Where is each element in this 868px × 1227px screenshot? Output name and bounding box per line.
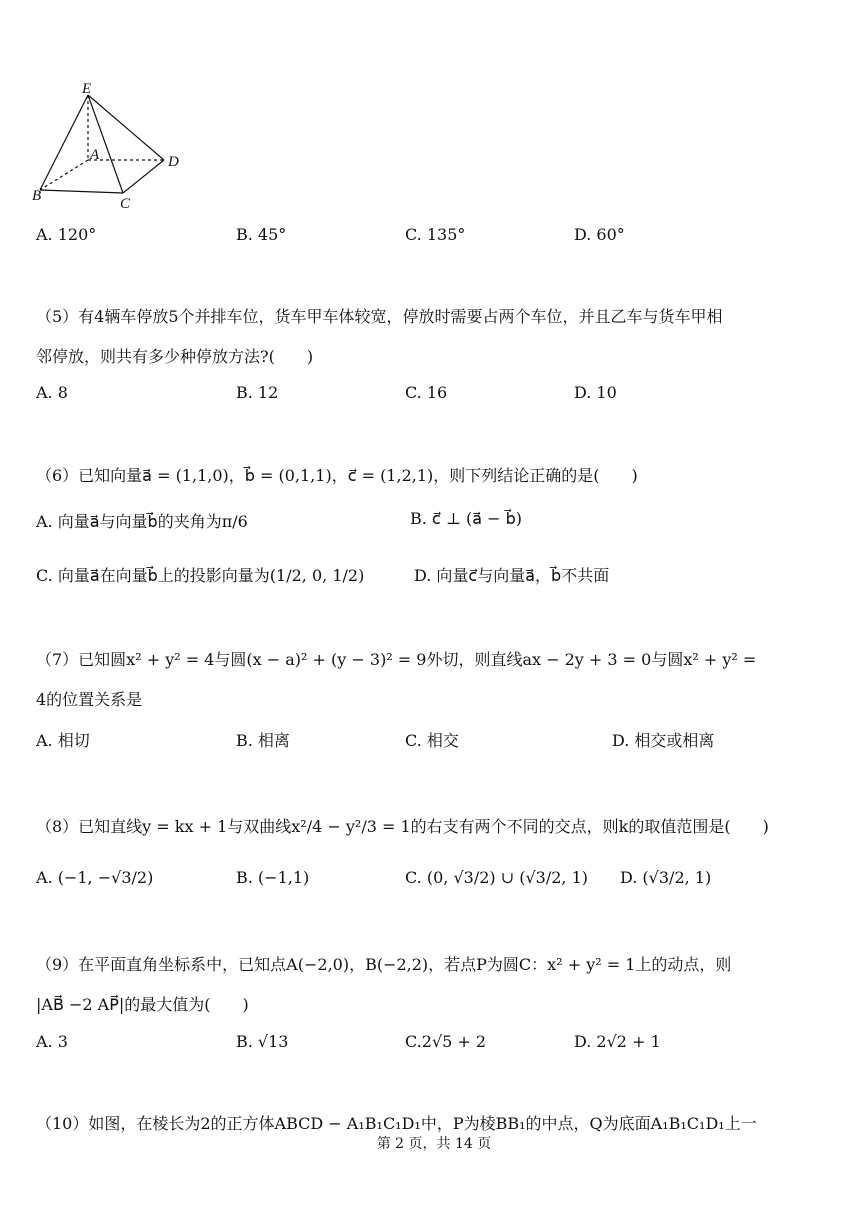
q7-option-c: C. 相交: [405, 731, 459, 750]
q5-stem-line2: 邻停放，则共有多少种停放方法?( ): [36, 347, 314, 366]
q9-option-d: D. 2√2 + 1: [574, 1032, 661, 1051]
q6-option-c: C. 向量a⃗在向量b⃗上的投影向量为(1/2, 0, 1/2): [36, 566, 365, 585]
label-e: E: [82, 81, 92, 97]
q6-option-d: D. 向量c⃗与向量a⃗，b⃗不共面: [414, 566, 610, 585]
q4-option-a: A. 120°: [36, 225, 97, 244]
label-c: C: [120, 196, 131, 212]
q9-option-c: C.2√5 + 2: [405, 1032, 487, 1051]
label-d: D: [168, 154, 179, 170]
q9-stem-line1: （9）在平面直角坐标系中，已知点A(−2,0)，B(−2,2)，若点P为圆C：x² + y² = 1上的动点，则: [36, 955, 732, 974]
q8-option-d: D. (√3/2, 1): [620, 868, 712, 887]
q4-option-d: D. 60°: [574, 225, 625, 244]
pyramid-figure: [28, 80, 198, 215]
label-a: A: [90, 147, 100, 163]
q9-option-b: B. √13: [236, 1032, 289, 1051]
q6-option-b: B. c⃗ ⊥ (a⃗ − b⃗): [410, 509, 522, 528]
q7-option-b: B. 相离: [236, 731, 290, 750]
page-footer: 第 2 页，共 14 页: [376, 1136, 492, 1152]
q4-option-c: C. 135°: [405, 225, 466, 244]
q5-option-a: A. 8: [36, 383, 68, 402]
q5-stem-line1: （5）有4辆车停放5个并排车位，货车甲车体较宽，停放时需要占两个车位，并且乙车与货车甲相: [36, 307, 723, 326]
q9-option-a: A. 3: [36, 1032, 68, 1051]
q9-stem-line2: |AB⃗ −2 AP⃗|的最大值为( ): [36, 995, 249, 1014]
q8-option-b: B. (−1,1): [236, 868, 310, 887]
q5-option-b: B. 12: [236, 383, 279, 402]
q7-option-d: D. 相交或相离: [612, 731, 715, 750]
q7-option-a: A. 相切: [36, 731, 90, 750]
label-b: B: [32, 188, 42, 204]
q10-stem-line1: （10）如图，在棱长为2的正方体ABCD − A₁B₁C₁D₁中，P为棱BB₁的中点，Q为底面A₁B₁C₁D₁上一: [36, 1114, 757, 1133]
q4-option-b: B. 45°: [236, 225, 287, 244]
q7-stem-line1: （7）已知圆x² + y² = 4与圆(x − a)² + (y − 3)² = 9外切，则直线ax − 2y + 3 = 0与圆x² + y² =: [36, 650, 757, 669]
q5-option-c: C. 16: [405, 383, 448, 402]
q8-option-c: C. (0, √3/2) ∪ (√3/2, 1): [405, 868, 588, 887]
q5-option-d: D. 10: [574, 383, 617, 402]
q8-stem-line1: （8）已知直线y = kx + 1与双曲线x²/4 − y²/3 = 1的右支有两个不同的交点，则k的取值范围是( ): [36, 817, 769, 836]
q6-option-a: A. 向量a⃗与向量b⃗的夹角为π/6: [36, 512, 248, 531]
q6-stem-line1: （6）已知向量a⃗ = (1,1,0)，b⃗ = (0,1,1)，c⃗ = (1,2,1)，则下列结论正确的是( ): [36, 466, 638, 485]
q7-stem-line2: 4的位置关系是: [36, 690, 143, 709]
q8-option-a: A. (−1, −√3/2): [36, 868, 154, 887]
